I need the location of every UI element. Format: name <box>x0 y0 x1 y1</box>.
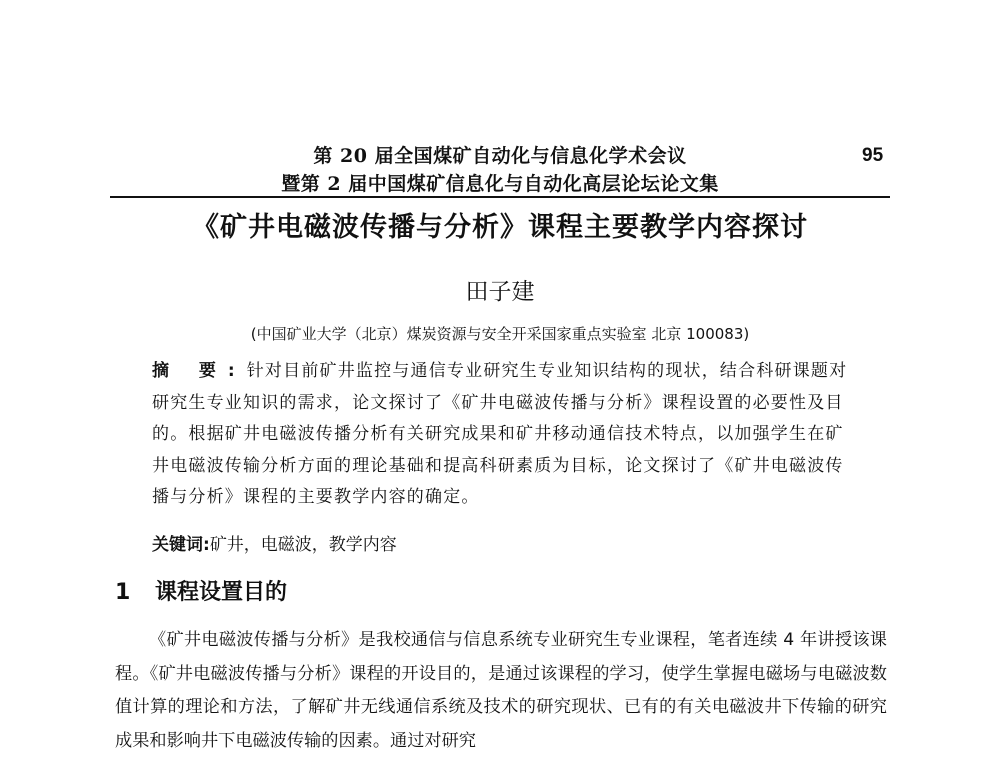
abstract-text: 针对目前矿井监控与通信专业研究生专业知识结构的现状，结合科研课题对研究生专业知识的需求，论文探讨了《矿井电磁波传播与分析》课程设置的必要性及目的。根据矿井电磁波传播分析有关研究成果和矿井移动通信技术特点，以加强学生在矿井电磁波传输分析方面的理论基础和提高科研素质为目标，论文探讨了《矿井电磁波传播与分析》课程的主要教学内容的确定。 <box>152 361 848 507</box>
header-line-proceedings: 暨第 2 届中国煤矿信息化与自动化高层论坛论文集 <box>281 173 719 195</box>
abstract-label: 摘 要: <box>152 361 247 381</box>
section-number: 1 <box>115 580 131 605</box>
section-heading <box>115 576 815 610</box>
header-line-conference: 第 20 届全国煤矿自动化与信息化学术会议 <box>313 145 687 167</box>
keywords-text: 矿井，电磁波，教学内容 <box>209 535 397 555</box>
running-header <box>110 142 890 198</box>
section-title: 课程设置目的 <box>155 580 288 605</box>
page-number: 95 <box>862 145 884 166</box>
keywords-label: 关键词: <box>152 535 210 555</box>
header-divider <box>110 196 890 198</box>
author-name: 田子建 <box>465 279 535 305</box>
abstract <box>152 356 852 514</box>
keywords <box>152 532 852 558</box>
paper-title: 《矿井电磁波传播与分析》课程主要教学内容探讨 <box>192 212 808 243</box>
section-paragraph: 《矿井电磁波传播与分析》是我校通信与信息系统专业研究生专业课程，笔者连续 4 年讲授该课程。《矿井电磁波传播与分析》课程的开设目的，是通过该课程的学习，使学生掌握电磁场与电磁波数值计算的理论和方法，了解矿井无线通信系统及技术的研究现状、已有的有关电磁波井下传输的研究成果和影响井下电磁波传输的因素。通过对研究 <box>115 630 887 751</box>
author-affiliation: (中国矿业大学（北京）煤炭资源与安全开采国家重点实验室 北京 100083) <box>250 325 750 343</box>
